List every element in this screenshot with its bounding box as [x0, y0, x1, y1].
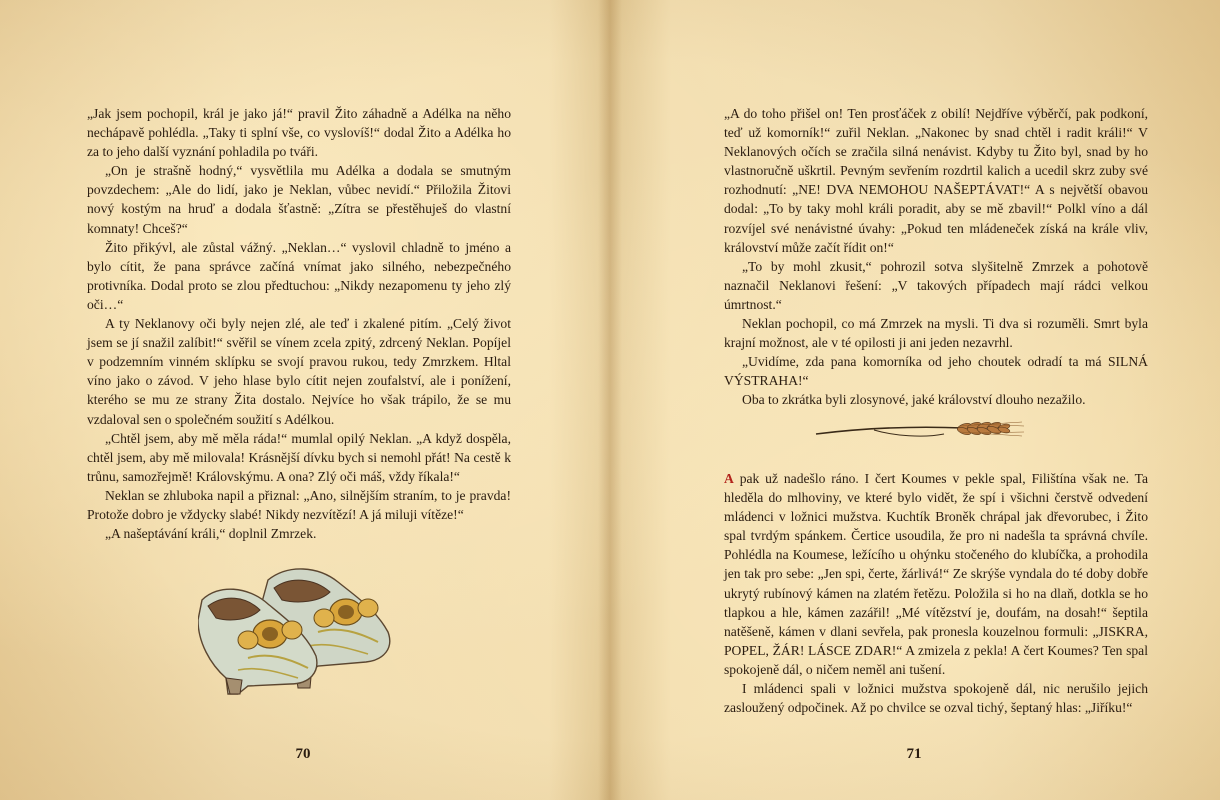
- left-page: [0, 0, 600, 800]
- paragraph: [724, 469, 1148, 679]
- shoes-illustration: [198, 562, 398, 696]
- paragraph: „Jak jsem pochopil, král je jako já!“ pravil Žito záhadně a Adélka na něho nechápavě pohlédla. „Taky ti splní vše, co vyslovíš!“ dodal Žito a Adélka ho za to jeho další vyznání pohladila po tváři.: [87, 106, 511, 160]
- book-gutter: [598, 0, 622, 800]
- left-page-text: [87, 104, 511, 543]
- paragraph: A ty Neklanovy oči byly nejen zlé, ale teď i zkalené pitím. „Celý život jsem se jí snažil zalíbit!“ svěřil se vínem zcela zpitý, zdrcený Neklan. Popíjel v podzemním vinném sklípku se svojí pravou rukou, tedy Zmrzkem. Hltal víno jako o závod. V jeho hlase bylo cítit nejen zoufalství, ale i ponížení, kterého se mu ze strany Žita dostalo. Nejvíce ho však trápilo, že se mu vzdaloval sen o společném soužití s Adélkou.: [87, 316, 511, 427]
- paragraph: Neklan se zhluboka napil a přiznal: „Ano, silnějším straním, to je pravda! Protože dobro je vždycky slabé! Nikdy nezvítězí! A já miluji vítěze!“: [87, 487, 511, 522]
- paragraph: Neklan pochopil, co má Zmrzek na mysli. Ti dva si rozuměli. Smrt byla krajní možnost, ale v té opilosti ji ani jeden nezavrhl.: [724, 316, 1148, 351]
- right-page: [620, 0, 1220, 800]
- paragraph: „On je strašně hodný,“ vysvětlila mu Adélka a dodala se smutným povzdechem: „Ale do lidí, jako je Neklan, vůbec nevidí.“ Přiložila Žitovi nový kostým na hruď a dodala šťastně: „Zítra se přestěhuješ do vlastní komnaty! Chceš?“: [87, 163, 511, 236]
- paragraph: „Uvidíme, zda pana komorníka od jeho choutek odradí ta má SILNÁ VÝSTRAHA!“: [724, 354, 1148, 389]
- page-number: 70: [295, 746, 311, 762]
- paragraph: „A našeptávání králi,“ doplnil Zmrzek.: [105, 526, 317, 542]
- page-number: 71: [906, 746, 922, 762]
- paragraph: I mládenci spali v ložnici mužstva spokojeně dál, nic nerušilo jejich zasloužený odpočinek. Až po chvilce se ozval tichý, šeptaný hlas: „Jiříku!“: [724, 681, 1148, 716]
- paragraph: Žito přikývl, ale zůstal vážný. „Neklan…“ vyslovil chladně to jméno a bylo cítit, že pana správce začíná vnímat jako silného, nebezpečného protivníka. Dodal proto se zlou předtuchou: „Nikdy nezapomenu ty jeho zlý oči…“: [87, 239, 511, 312]
- paragraph-body: pak už nadešlo ráno. I čert Koumes v pekle spal, Filištína však ne. Ta hleděla do mlhoviny, ve které bylo vidět, že spí i všichni čerstvě odvedení mládenci v ložnici mužstva. Kuchtík Broněk chrápal jak dřevorubec, i Žito spal tvrdým spánkem. Čertice usoudila, že pro ni nadešla ta správná chvíle. Pohlédla na Koumese, ležícího u ohýnku stočeného do klubíčka, a prohodila jen tak pro sebe: „Jen spi, čerte, žárlivá!“ Ze skrýše vyndala do té doby dobře ukrytý rubínový kámen na zlatém řetězu. Položila si ho na dlaň, dotkla se ho tlapkou a hle, kámen zazářil! „Mé vítězství je, doufám, na dosah!“ šeptila natěšeně, kámen v dlani sevřela, pak pronesla kouzelnou formuli: „JISKRA, POPEL, ŽÁR! LÁSCE ZDAR!“ A zmizela z pekla! A čert Koumes? Ten spal spokojeně dál, o ničem neměl ani tušení.: [724, 471, 1148, 677]
- right-page-lower-text: [724, 469, 1148, 717]
- paragraph: Oba to zkrátka byli zlosynové, jaké království dlouho nezažilo.: [742, 392, 1086, 408]
- right-page-upper-text: [724, 104, 1148, 410]
- drop-cap: A: [724, 471, 734, 486]
- paragraph: „To by mohl zkusit,“ pohrozil sotva slyšitelně Zmrzek a pohotově naznačil Neklanovi řešení: „V takových případech mají rádci velkou úmrtnost.“: [724, 258, 1148, 312]
- wheat-ear-ornament: [814, 414, 1026, 444]
- paragraph: „A do toho přišel on! Ten prosťáček z obilí! Nejdříve výběrčí, pak podkoní, teď už komorník!“ zuřil Neklan. „Nakonec by snad chtěl i radit králi!“ V Neklanových očích se zračila silná nenávist. Kdyby tu Žito byl, snad by ho vlastnoručně uškrtil. Pevným sevřením rozdrtil kalich a ucedil skrz zuby své rozhodnutí: „NE! DVA NEMOHOU NAŠEPTÁVAT!“ A s největší obavou dodal: „To by taky mohl králi poradit, aby se mě zbavil!“ Polkl víno a dál rozvíjel své nenávistné úvahy: „Pokud ten mládeneček získá na krále vliv, království může začít řídit on!“: [724, 106, 1148, 255]
- paragraph: „Chtěl jsem, aby mě měla ráda!“ mumlal opilý Neklan. „A když dospěla, chtěl jsem, aby mě milovala! Krásnější dívku bych si nemohl přát! Na cestě k trůnu, samozřejmě! Královskýmu. A ona? Zlý oči máš, vždy říkala!“: [87, 430, 511, 484]
